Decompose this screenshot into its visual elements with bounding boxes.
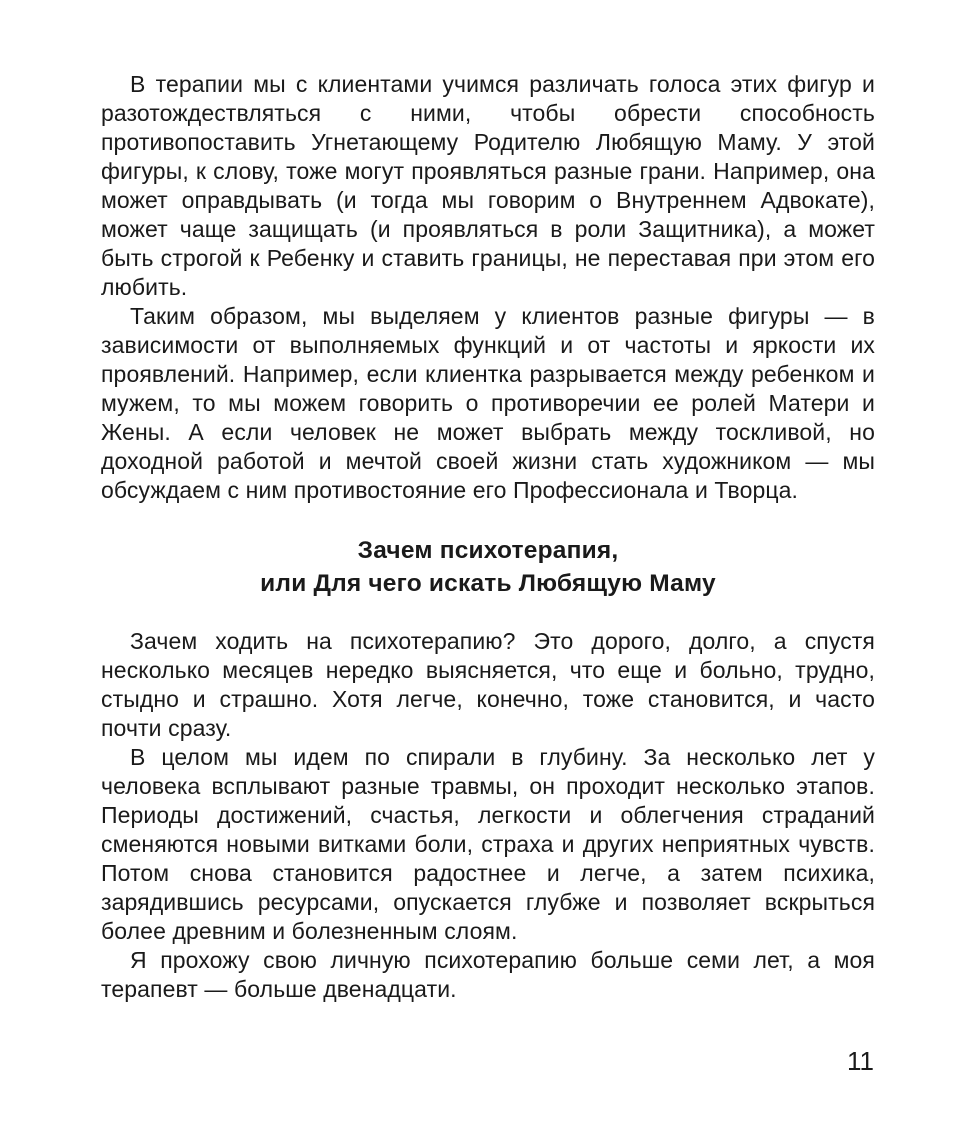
section-heading bbox=[101, 534, 875, 600]
paragraph: Зачем ходить на психотерапию? Это дорого, долго, а спустя несколько месяцев нередко выясняется, что еще и больно, трудно, стыдно и страшно. Хотя легче, конечно, тоже становится, и часто почти сразу. bbox=[101, 628, 875, 741]
section-heading-line-2: или Для чего искать Любящую Маму bbox=[260, 570, 716, 597]
section-heading-line-1: Зачем психотерапия, bbox=[357, 537, 619, 564]
paragraph: В целом мы идем по спирали в глубину. За несколько лет у человека всплывают разные травмы, он проходит несколько этапов. Периоды достижений, счастья, легкости и облегчения страданий сменяются новыми витками боли, страха и других неприятных чувств. Потом снова становится радостнее и легче, а затем психика, зарядившись ресурсами, опускается глубже и позволяет вскрыться более древним и болезненным слоям. bbox=[101, 744, 875, 944]
page-body bbox=[101, 70, 875, 1004]
paragraph: В терапии мы с клиентами учимся различать голоса этих фигур и разотождествляться с ними, чтобы обрести способность противопоставить Угнетающему Родителю Любящую Маму. У этой фигуры, к слову, тоже могут проявляться разные грани. Например, она может оправдывать (и тогда мы говорим о Внутреннем Адвокате), может чаще защищать (и проявляться в роли Защитника), а может быть строгой к Ребенку и ставить границы, не переставая при этом его любить. bbox=[101, 71, 875, 300]
paragraph: Таким образом, мы выделяем у клиентов разные фигуры — в зависимости от выполняемых функций и от частоты и яркости их проявлений. Например, если клиентка разрывается между ребенком и мужем, то мы можем говорить о противоречии ее ролей Матери и Жены. А если человек не может выбрать между тоскливой, но доходной работой и мечтой своей жизни стать художником — мы обсуждаем с ним противостояние его Профессионала и Творца. bbox=[101, 303, 875, 503]
page-number: 11 bbox=[847, 1046, 874, 1076]
paragraph: Я прохожу свою личную психотерапию больше семи лет, а моя терапевт — больше двенадцати. bbox=[101, 947, 875, 1002]
